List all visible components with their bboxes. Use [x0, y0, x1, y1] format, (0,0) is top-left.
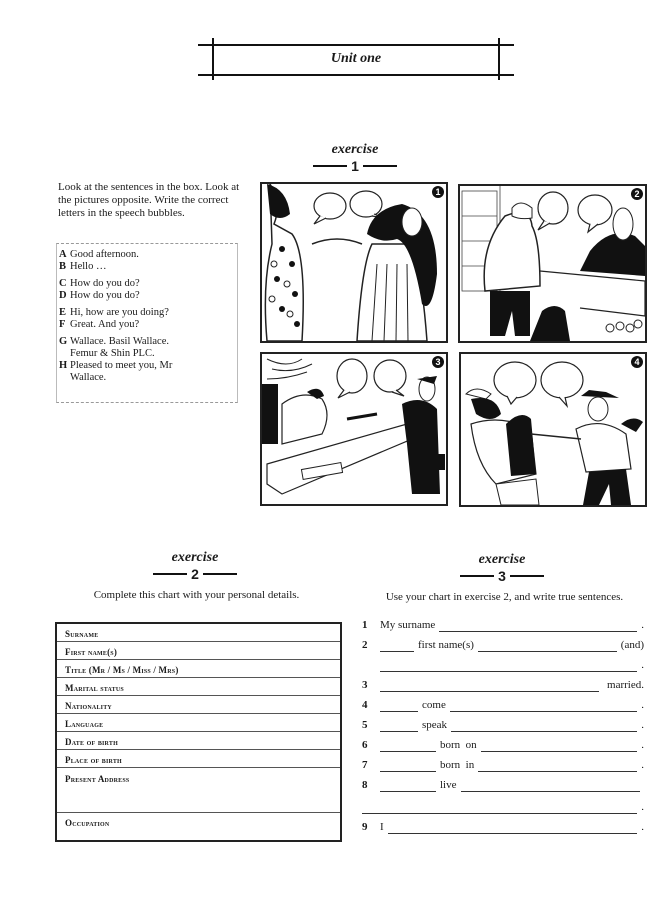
- speech-bubble-icon: [350, 191, 382, 217]
- speech-bubble-icon: [314, 193, 346, 219]
- speech-bubble-icon: [337, 359, 367, 393]
- sentence-item-8-cont: .: [362, 792, 644, 814]
- sentence-item-2-cont: .: [362, 652, 644, 672]
- sentence-g: G Wallace. Basil Wallace.: [59, 336, 169, 347]
- speech-bubble-icon: [541, 362, 583, 398]
- exercise-1-instructions: Look at the sentences in the box. Look at the pictures opposite. Write the correct letters in the speech bubbles.: [58, 181, 240, 219]
- speech-bubble-icon: [578, 195, 612, 225]
- svg-text:2: 2: [634, 189, 640, 199]
- answer-blank[interactable]: [450, 701, 637, 712]
- answer-blank[interactable]: [439, 621, 637, 632]
- sentence-d: D How do you do?: [59, 290, 140, 301]
- sentence-e: E Hi, how are you doing?: [59, 307, 169, 318]
- answer-blank[interactable]: [451, 721, 637, 732]
- cartoon-illustration-1: [262, 184, 446, 341]
- speech-bubble-icon: [374, 360, 406, 392]
- field-occupation[interactable]: Occupation: [65, 818, 110, 828]
- exercise-2-heading: [130, 550, 260, 581]
- answer-blank[interactable]: [362, 803, 637, 814]
- speech-bubble-icon: [494, 362, 536, 398]
- personal-details-chart: [55, 622, 342, 842]
- unit-banner: [198, 38, 514, 80]
- svg-text:3: 3: [435, 357, 441, 367]
- sentence-item-3: 3 married.: [362, 679, 644, 691]
- exercise-1-word: exercise: [331, 142, 379, 157]
- cartoon-illustration-2: [460, 186, 645, 341]
- svg-text:4: 4: [634, 357, 640, 367]
- sentence-b: B Hello …: [59, 261, 107, 272]
- sentence-h: H Pleased to meet you, Mr: [59, 360, 173, 371]
- field-marital-status[interactable]: Marital status: [57, 678, 340, 696]
- field-title[interactable]: Title (Mr / Ms / Miss / Mrs): [57, 660, 340, 678]
- exercise-1-heading: [290, 142, 420, 173]
- answer-blank[interactable]: [461, 781, 641, 792]
- field-date-of-birth[interactable]: Date of birth: [57, 732, 340, 750]
- field-nationality[interactable]: Nationality: [57, 696, 340, 714]
- sentence-box: [56, 243, 238, 403]
- answer-blank[interactable]: [380, 641, 414, 652]
- svg-text:1: 1: [435, 187, 441, 197]
- sentence-item-1: 1 My surname .: [362, 619, 644, 631]
- sentence-item-2: 2 first name(s) (and): [362, 639, 644, 651]
- sentence-item-6: 6 born on .: [362, 739, 644, 751]
- sentence-item-9: 9 I .: [362, 821, 644, 833]
- sentence-item-5: 5 speak .: [362, 719, 644, 731]
- cartoon-illustration-3: [262, 354, 446, 504]
- sentence-g-cont: Femur & Shin PLC.: [70, 348, 155, 359]
- answer-blank[interactable]: [380, 661, 637, 672]
- field-first-names[interactable]: First name(s): [57, 642, 340, 660]
- speech-bubble-icon: [538, 192, 568, 224]
- answer-blank[interactable]: [380, 741, 436, 752]
- answer-blank[interactable]: [478, 761, 637, 772]
- picture-panel-1: [260, 182, 448, 343]
- exercise-3-sentences: [362, 612, 644, 834]
- field-present-address[interactable]: Present Address: [57, 768, 340, 813]
- answer-blank[interactable]: [380, 701, 418, 712]
- exercise-3-heading: [437, 552, 567, 583]
- answer-blank[interactable]: [380, 721, 418, 732]
- sentence-h-cont: Wallace.: [70, 372, 107, 383]
- exercise-3-word: exercise: [478, 552, 526, 567]
- exercise-3-instructions: Use your chart in exercise 2, and write true sentences.: [385, 591, 624, 603]
- answer-blank[interactable]: [481, 741, 638, 752]
- field-surname[interactable]: Surname: [57, 624, 340, 642]
- picture-panel-2: [458, 184, 647, 343]
- field-language[interactable]: Language: [57, 714, 340, 732]
- banner-rule-bottom: [198, 74, 514, 76]
- exercise-1-number: 1: [351, 158, 359, 174]
- answer-blank[interactable]: [388, 823, 638, 834]
- exercise-2-instructions: Complete this chart with your personal details.: [93, 589, 300, 601]
- picture-panel-4: [459, 352, 647, 507]
- sentence-item-4: 4 come .: [362, 699, 644, 711]
- exercise-2-number: 2: [191, 566, 199, 582]
- sentence-a: A Good afternoon.: [59, 249, 139, 260]
- unit-title: Unit one: [330, 51, 382, 66]
- answer-blank[interactable]: [478, 641, 617, 652]
- banner-rule-top: [198, 44, 514, 46]
- answer-blank[interactable]: [380, 781, 436, 792]
- exercise-3-number: 3: [498, 568, 506, 584]
- sentence-f: F Great. And you?: [59, 319, 140, 330]
- field-place-of-birth[interactable]: Place of birth: [57, 750, 340, 768]
- sentence-item-8: 8 live: [362, 772, 644, 792]
- sentence-item-7: 7 born in .: [362, 759, 644, 771]
- answer-blank[interactable]: [380, 681, 599, 692]
- picture-panel-3: [260, 352, 448, 506]
- sentence-c: C How do you do?: [59, 278, 140, 289]
- answer-blank[interactable]: [380, 761, 436, 772]
- cartoon-illustration-4: [461, 354, 645, 505]
- exercise-2-word: exercise: [171, 550, 219, 565]
